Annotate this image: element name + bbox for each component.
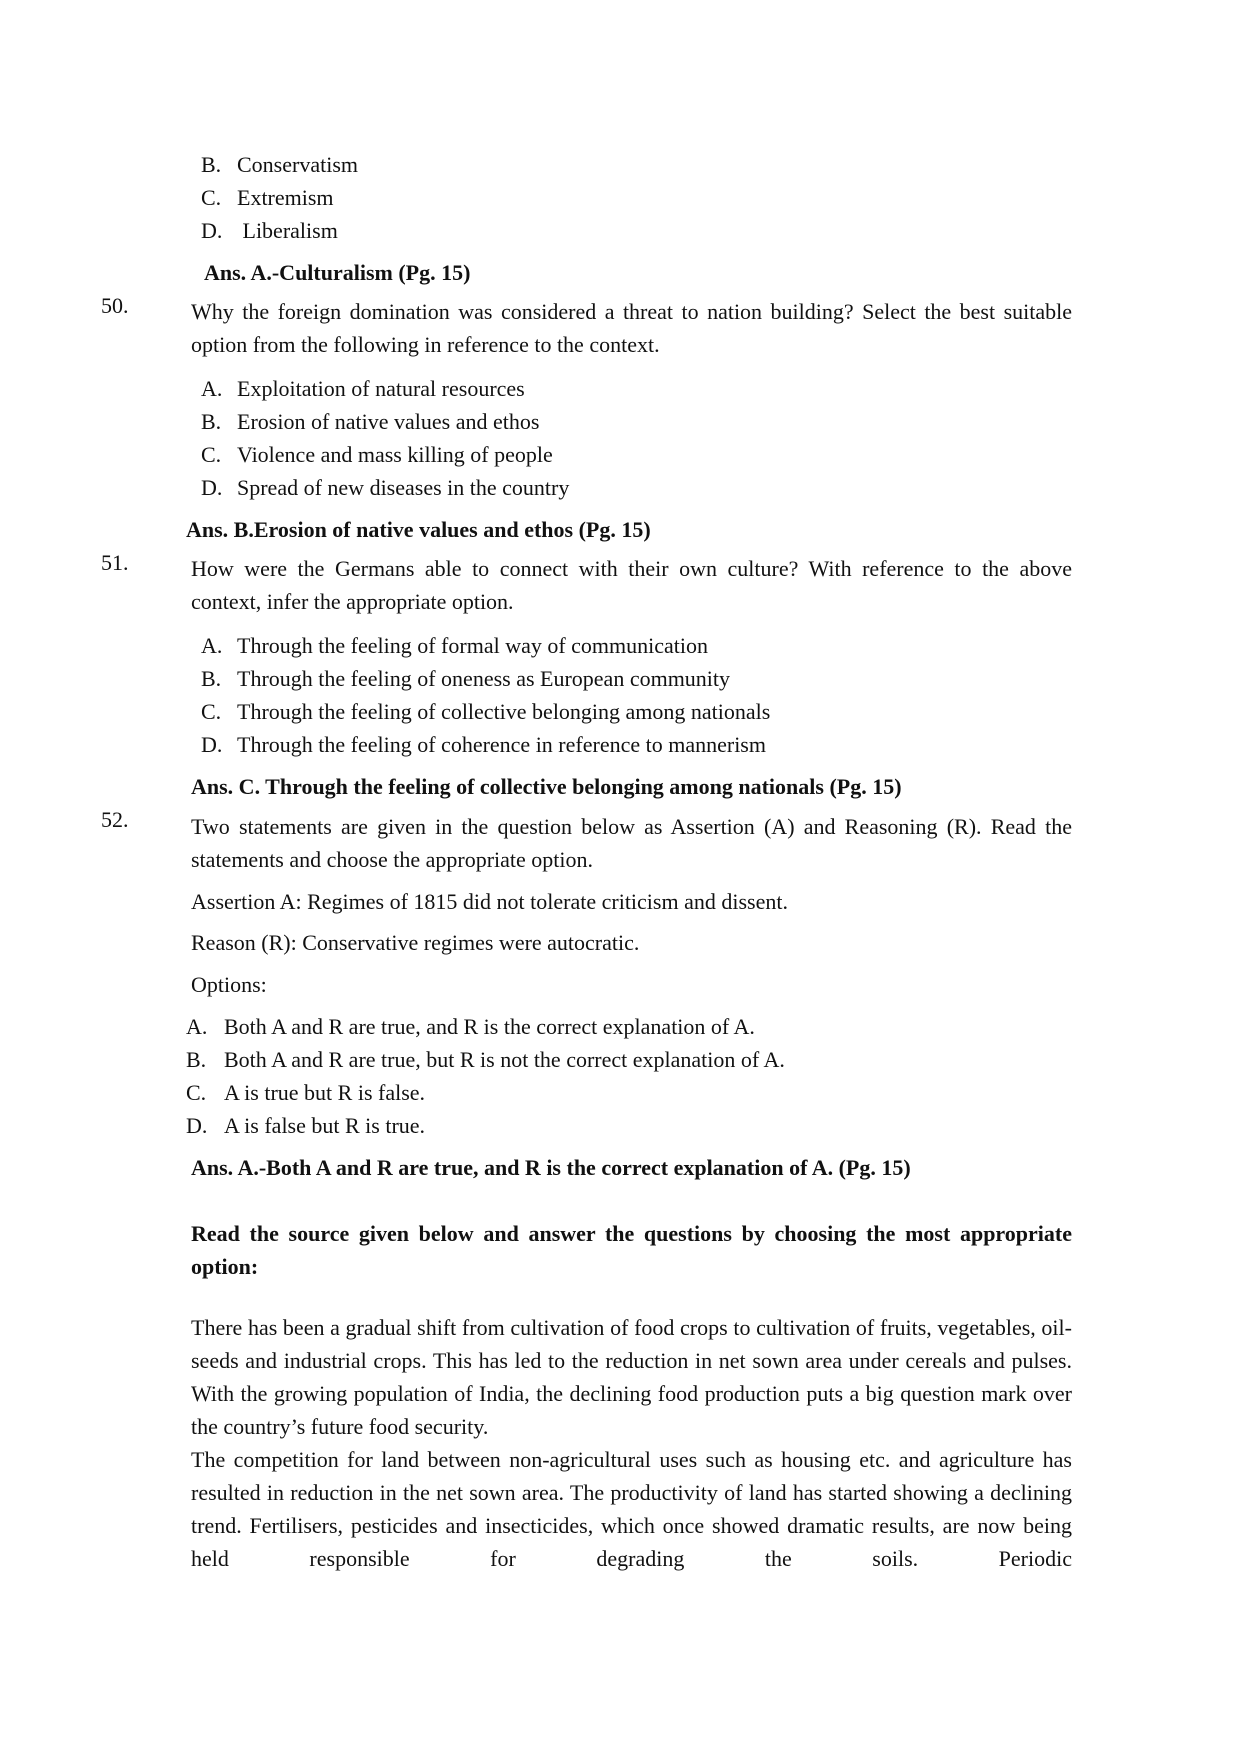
option-text: Through the feeling of collective belonging among nationals xyxy=(237,699,771,724)
q52-option-a xyxy=(186,1010,755,1043)
q51-option-b xyxy=(201,662,730,695)
q52-question: Two statements are given in the question below as Assertion (A) and Reasoning (R). Read the statements and choose the appropriate option. xyxy=(191,814,1072,872)
q52-option-b xyxy=(186,1043,785,1076)
q49-option-b xyxy=(201,148,358,181)
q51-question: How were the Germans able to connect with their own culture? With reference to the above context, infer the appropriate option. xyxy=(191,556,1072,614)
option-text: Through the feeling of coherence in reference to mannerism xyxy=(237,732,766,757)
option-text: Extremism xyxy=(237,185,334,210)
option-letter: B. xyxy=(201,409,222,434)
option-letter: B. xyxy=(201,666,222,691)
q52-reason: Reason (R): Conservative regimes were autocratic. xyxy=(191,930,640,955)
q50-option-c xyxy=(201,438,553,471)
option-text: Erosion of native values and ethos xyxy=(237,409,540,434)
option-letter: D. xyxy=(201,218,223,243)
option-letter: C. xyxy=(201,442,222,467)
option-text: Spread of new diseases in the country xyxy=(237,475,570,500)
option-text: A is true but R is false. xyxy=(224,1080,426,1105)
option-text: Both A and R are true, and R is the correct explanation of A. xyxy=(224,1014,755,1039)
q52-option-c xyxy=(186,1076,425,1109)
option-text: A is false but R is true. xyxy=(224,1113,426,1138)
q50-option-a xyxy=(201,372,525,405)
q50-number: 50. xyxy=(101,293,129,318)
q52-assertion: Assertion A: Regimes of 1815 did not tolerate criticism and dissent. xyxy=(191,889,788,914)
option-text: Through the feeling of oneness as European community xyxy=(237,666,731,691)
q51-option-d xyxy=(201,728,766,761)
q50-answer: Ans. B.Erosion of native values and ethos (Pg. 15) xyxy=(186,517,651,542)
q49-answer: Ans. A.-Culturalism (Pg. 15) xyxy=(204,260,471,285)
q52-option-d xyxy=(186,1109,425,1142)
option-text: Exploitation of natural resources xyxy=(237,376,525,401)
q52-number: 52. xyxy=(101,807,129,832)
option-letter: C. xyxy=(201,699,222,724)
source-paragraph-1: There has been a gradual shift from cultivation of food crops to cultivation of fruits, vegetables, oil-seeds and industrial crops. This has led to the reduction in net sown area under cereals and pulses. With the growing population of India, the declining food production puts a big question mark over the country’s future food security. xyxy=(191,1315,1072,1439)
option-text: Conservatism xyxy=(237,152,358,177)
option-letter: B. xyxy=(201,152,222,177)
q51-option-c xyxy=(201,695,770,728)
q52-answer: Ans. A.-Both A and R are true, and R is the correct explanation of A. (Pg. 15) xyxy=(191,1155,911,1180)
option-text: Liberalism xyxy=(237,218,338,243)
option-letter: D. xyxy=(201,475,223,500)
option-letter: B. xyxy=(186,1047,207,1072)
option-letter: D. xyxy=(201,732,223,757)
q50-option-b xyxy=(201,405,539,438)
option-letter: C. xyxy=(201,185,222,210)
option-letter: A. xyxy=(201,376,223,401)
option-text: Violence and mass killing of people xyxy=(237,442,553,467)
q50-option-d xyxy=(201,471,569,504)
q49-option-d xyxy=(201,214,338,247)
q51-option-a xyxy=(201,629,708,662)
option-letter: A. xyxy=(186,1014,208,1039)
q51-answer: Ans. C. Through the feeling of collective belonging among nationals (Pg. 15) xyxy=(191,774,902,799)
q52-options-label: Options: xyxy=(191,972,267,997)
option-letter: C. xyxy=(186,1080,207,1105)
option-text: Both A and R are true, but R is not the correct explanation of A. xyxy=(224,1047,785,1072)
option-letter: A. xyxy=(201,633,223,658)
q49-option-c xyxy=(201,181,334,214)
option-letter: D. xyxy=(186,1113,208,1138)
source-instruction: Read the source given below and answer the questions by choosing the most appropriate option: xyxy=(191,1221,1072,1279)
source-paragraph-2: The competition for land between non-agricultural uses such as housing etc. and agriculture has resulted in reduction in the net sown area. The productivity of land has started showing a declining trend. Fertilisers, pesticides and insecticides, which once showed dramatic results, are now being held responsible for degrading the soils. Periodic xyxy=(191,1447,1072,1571)
q50-question: Why the foreign domination was considered a threat to nation building? Select the best suitable option from the following in reference to the context. xyxy=(191,299,1072,357)
option-text: Through the feeling of formal way of communication xyxy=(237,633,709,658)
q51-number: 51. xyxy=(101,550,129,575)
